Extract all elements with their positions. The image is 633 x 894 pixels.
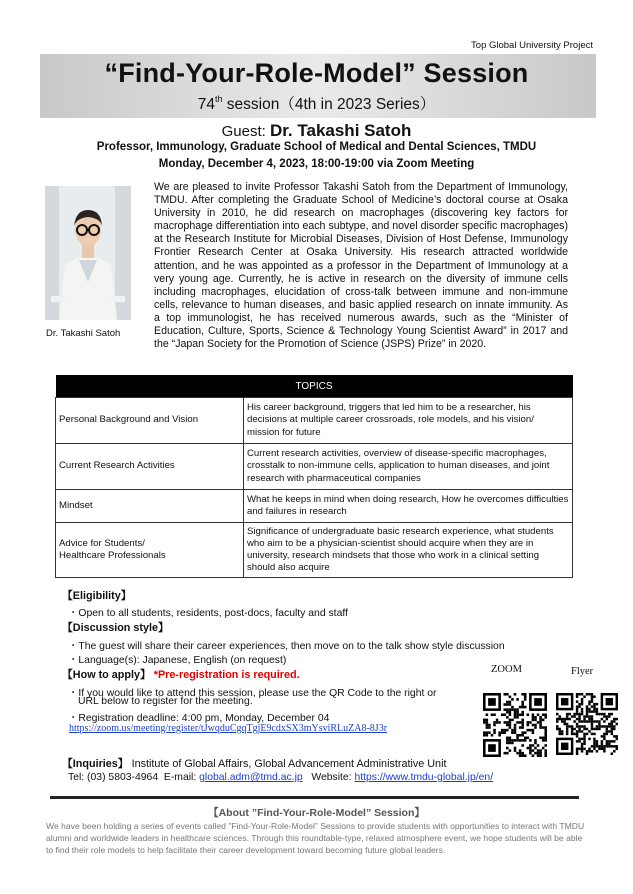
divider (50, 796, 579, 799)
apply-heading (62, 667, 300, 682)
inquiries-org: Institute of Global Affairs, Global Advancement Administrative Unit (131, 758, 447, 770)
eligibility-item: ・Open to all students, residents, post-docs, faculty and staff (68, 608, 348, 619)
registration-deadline: ・Registration deadline: 4:00 pm, Monday, December 04 (68, 713, 330, 724)
flyer-qr-code[interactable] (556, 693, 618, 755)
apply-heading-text: 【How to apply】 (62, 669, 151, 681)
page-title: “Find-Your-Role-Model” Session (104, 58, 529, 88)
zoom-qr-code[interactable] (483, 693, 547, 757)
table-row (56, 444, 573, 490)
session-ordinal: th (214, 94, 223, 104)
guest-photo (45, 186, 131, 320)
topic-detail-cell: Current research activities, overview of disease-specific macrophages, crosstalk to non-immune cells, application to human diseases, and joint research with pharmaceutical companies (244, 444, 573, 490)
about-title: 【About ”Find-Your-Role-Model” Session】 (208, 807, 425, 819)
guest-line (0, 121, 633, 141)
contact-line (68, 772, 493, 783)
guest-name: Dr. Takashi Satoh (269, 121, 412, 140)
contact-phone: Tel: (03) 5803-4964 (68, 772, 159, 783)
email-label: E-mail: (163, 772, 200, 783)
topic-cell: Current Research Activities (56, 444, 244, 490)
discussion-item: ・Language(s): Japanese, English (on request) (68, 655, 287, 666)
zoom-qr-label: ZOOM (491, 664, 522, 675)
email-link[interactable]: global.adm@tmd.ac.jp (199, 772, 303, 783)
table-row (56, 398, 573, 444)
guest-affiliation: Professor, Immunology, Graduate School of Medical and Dental Sciences, TMDU (96, 141, 537, 153)
discussion-item: ・The guest will share their career experiences, then move on to the talk show style discussion (68, 641, 505, 652)
inquiries-heading-text: 【Inquiries】 (62, 758, 129, 770)
eligibility-heading: 【Eligibility】 (62, 590, 132, 602)
flyer-qr-label: Flyer (571, 666, 594, 677)
session-series: session（4th in 2023 Series） (222, 96, 436, 113)
project-label: Top Global University Project (471, 40, 593, 51)
topic-detail-cell: His career background, triggers that led him to be a researcher, his decisions at multiple career crossroads, role models, and his vision/ mission for future (244, 398, 573, 444)
photo-caption: Dr. Takashi Satoh (46, 328, 121, 339)
website-link[interactable]: https://www.tmdu-global.jp/en/ (354, 772, 494, 783)
topic-line-1: Advice for Students/ (59, 537, 145, 549)
session-number: 74 (197, 96, 215, 113)
topic-line-2: Healthcare Professionals (59, 550, 166, 561)
topic-cell (56, 523, 244, 578)
topic-cell: Personal Background and Vision (56, 398, 244, 444)
topic-detail-cell: Significance of undergraduate basic research experience, what students who aim to be a physician-scientist should acquire when they are in university, research mindsets that those who work in a clinical setting should also acquire (244, 523, 573, 578)
table-row (56, 490, 573, 523)
event-datetime: Monday, December 4, 2023, 18:00-19:00 via Zoom Meeting (158, 158, 475, 170)
session-subtitle (0, 92, 633, 114)
discussion-heading: 【Discussion style】 (62, 622, 169, 634)
guest-label: Guest: (221, 123, 270, 140)
topic-detail-cell: What he keeps in mind when doing research, How he overcomes difficulties and failures in research (244, 490, 573, 523)
website-label: Website: (311, 772, 355, 783)
apply-line: ・If you would like to attend this session, please use the QR Code to the right or (68, 688, 437, 699)
apply-line: URL below to register for the meeting. (78, 696, 253, 707)
topics-header-row (56, 375, 573, 398)
preregistration-notice: *Pre-registration is required. (153, 669, 300, 681)
table-row (56, 523, 573, 578)
topics-header: TOPICS (56, 375, 573, 398)
topics-table (55, 375, 573, 578)
registration-link[interactable]: https://zoom.us/meeting/register/tJwqduCgqTgjE9cdxSX3mYsviRLuZA8-8J3r (69, 723, 388, 734)
guest-bio: We are pleased to invite Professor Takashi Satoh from the Department of Immunology, TMDU. After completing the Graduate School of Medicine’s doctoral course at Osaka University in 2010, he did research on macrophages (discovering key factors for macrophage differentiation into each subtype, and novel disorder specific macrophages) at the Research Institute for Microbial Diseases, Division of Host Defense, Immunology Frontier Research Center at Osaka University. His research attracted worldwide attention, and he was appointed as a professor in the Department of Immunology at a very young age. Currently, he is active in research on the diversity of immune cells including macrophages, elucidation of cross-talk between immune and non-immune cells, relevance to human diseases, and basic applied research on innate immunity. As a top immunologist, he has received numerous awards, such as the “Minister of Education, Culture, Sports, Science & Technology Young Scientist Award” in 2017 and the “Japan Society for the Promotion of Science (JSPS) Prize” in 2020. (154, 181, 568, 351)
topic-cell: Mindset (56, 490, 244, 523)
inquiries-heading (62, 756, 446, 771)
about-text: We have been holding a series of events called ”Find-Your-Role-Model” Sessions to provide students with opportunities to interact with TMDU alumni and worldwide leaders in healthcare sciences. Through this roundtable-type, relaxed atmosphere event, we hope students will be able to find their role models to help facilitate their career development toward becoming future global leaders. (46, 821, 585, 855)
